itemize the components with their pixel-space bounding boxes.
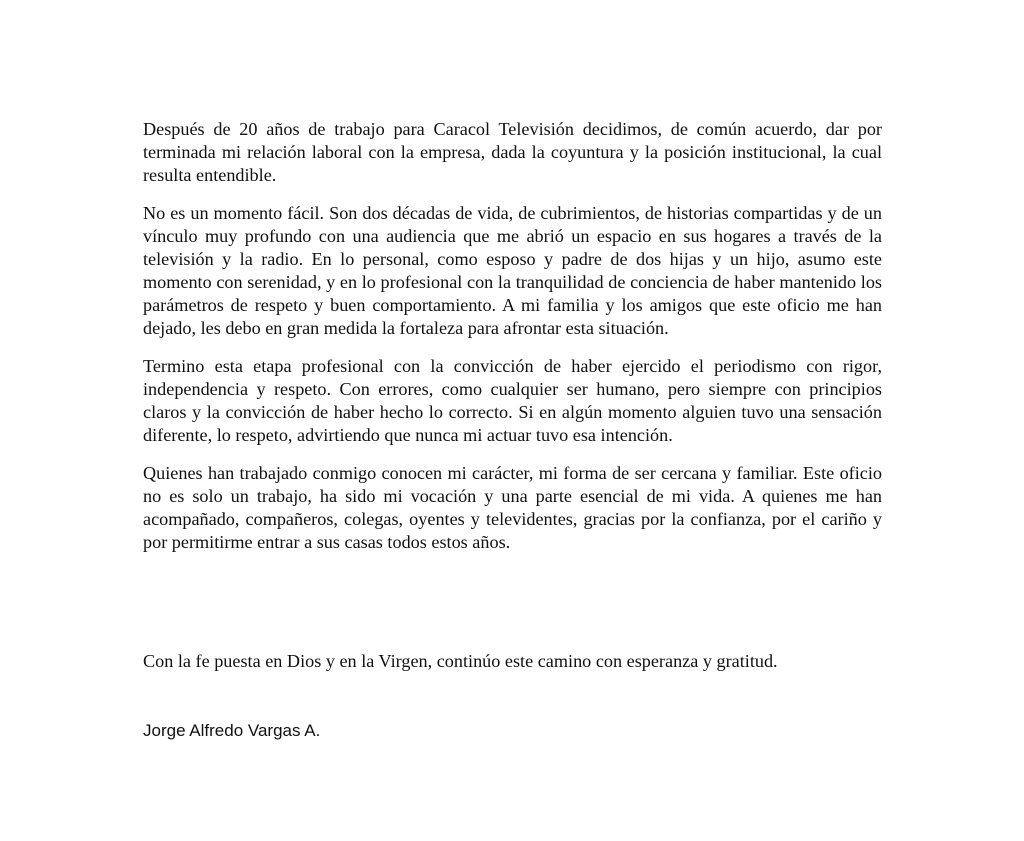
paragraph-1: Después de 20 años de trabajo para Caracol Televisión decidimos, de común acuerdo, dar por terminada mi relación laboral con la empresa, dada la coyuntura y la posición institucional, la cual resulta entendible. [143,119,882,185]
paragraph-2: No es un momento fácil. Son dos décadas de vida, de cubrimientos, de historias compartidas y de un vínculo muy profundo con una audiencia que me abrió un espacio en sus hogares a través de la televisión y la radio. En lo personal, como esposo y padre de dos hijas y un hijo, asumo este momento con serenidad, y en lo profesional con la tranquilidad de conciencia de haber mantenido los parámetros de respeto y buen comportamiento. A mi familia y los amigos que este oficio me han dejado, les debo en gran medida la fortaleza para afrontar esta situación. [143,203,882,338]
letter-body [143,118,882,569]
signature-name: Jorge Alfredo Vargas A. [143,721,321,740]
paragraph-3: Termino esta etapa profesional con la convicción de haber ejercido el periodismo con rigor, independencia y respeto. Con errores, como cualquier ser humano, pero siempre con principios claros y la convicción de haber hecho lo correcto. Si en algún momento alguien tuvo una sensación diferente, lo respeto, advirtiendo que nunca mi actuar tuvo esa intención. [143,356,882,445]
closing-line: Con la fe puesta en Dios y en la Virgen, continúo este camino con esperanza y gratitud. [143,651,778,671]
paragraph-4: Quienes han trabajado conmigo conocen mi carácter, mi forma de ser cercana y familiar. Este oficio no es solo un trabajo, ha sido mi vocación y una parte esencial de mi vida. A quienes me han acompañado, compañeros, colegas, oyentes y televidentes, gracias por la confianza, por el cariño y por permitirme entrar a sus casas todos estos años. [143,463,882,552]
